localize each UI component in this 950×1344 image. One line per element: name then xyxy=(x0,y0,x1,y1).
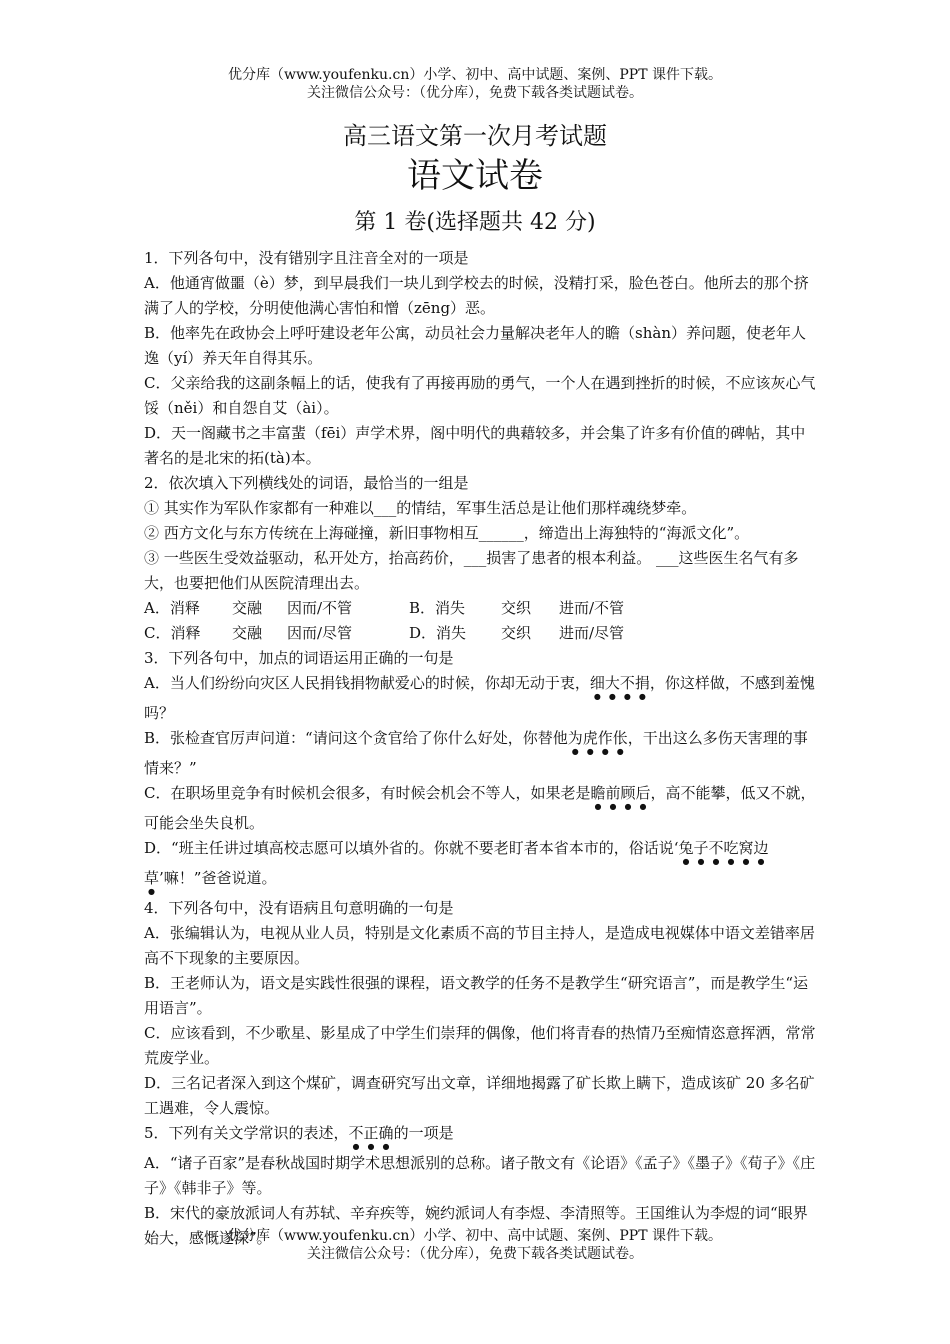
q3-stem: 3．下列各句中，加点的词语运用正确的一句是 xyxy=(144,649,454,667)
q3-a-dotted: 细大不捐 xyxy=(589,674,650,692)
q2-sentence-2: ② 西方文化与东方传统在上海碰撞，新旧事物相互______，缔造出上海独特的“海派文化”。 xyxy=(144,524,750,542)
paper-title: 语文试卷 xyxy=(407,156,543,196)
q5-option-b: B．宋代的豪放派词人有苏轼、辛弃疾等，婉约派词人有李煜、李清照等。王国维认为李煜的词“眼界始大，感慨遂深”。 xyxy=(144,1204,808,1247)
q3-option-d xyxy=(144,836,816,896)
q1-option-b: B．他率先在政协会上呼吁建设老年公寓，动员社会力量解决老年人的瞻（shàn）养问题，使老年人逸（yí）养天年自得其乐。 xyxy=(144,324,806,367)
q4-option-b: B．王老师认为，语文是实践性很强的课程，语文教学的任务不是教学生“研究语言”，而是教学生“运用语言”。 xyxy=(144,974,809,1017)
q3-a-pre: A．当人们纷纷向灾区人民捐钱捐物献爱心的时候，你却无动于衷， xyxy=(144,674,590,692)
section-title: 第 1 卷(选择题共 42 分) xyxy=(354,210,596,235)
q3-d-post: ’嘛！”爸爸说道。 xyxy=(159,869,277,887)
q5-stem-pre: 5．下列有关文学常识的表述， xyxy=(144,1124,349,1142)
q2-option-b-1: B．消失 xyxy=(409,599,466,617)
q3-option-c xyxy=(144,781,816,836)
q2-option-a-3: 因而/不管 xyxy=(287,599,353,617)
q2-option-d-1: D．消失 xyxy=(409,624,467,642)
q3-option-a xyxy=(144,671,816,726)
q3-b-pre: B．张检查官厉声问道：“请问这个贪官给了你什么好处，你替他 xyxy=(144,729,568,747)
q2-option-b-3: 进而/不管 xyxy=(559,599,625,617)
footer-line-2: 关注微信公众号：（优分库），免费下载各类试题试卷。 xyxy=(307,1246,643,1262)
q2-option-c-1: C．消释 xyxy=(144,624,201,642)
q2-sentence-3: ③ 一些医生受效益驱动，私开处方，抬高药价，___损害了患者的根本利益。 ___这些医生名气有多大，也要把他们从医院清理出去。 xyxy=(144,549,799,592)
q4-option-a: A．张编辑认为，电视从业人员，特别是文化素质不高的节目主持人，是造成电视媒体中语文差错率居高不下现象的主要原因。 xyxy=(144,924,815,967)
q3-c-pre: C．在职场里竞争有时候机会很多，有时候会机会不等人，如果老是 xyxy=(144,784,591,802)
q1-option-c: C．父亲给我的这副条幅上的话，使我有了再接再励的勇气，一个人在遇到挫折的时候，不应该灰心气馁（něi）和自怨自艾（ài）。 xyxy=(144,374,816,417)
footer-line-1: 优分库（www.youfenku.cn）小学、初中、高中试题、案例、PPT 课件下载。 xyxy=(227,1228,722,1244)
q1-stem: 1．下列各句中，没有错别字且注音全对的一项是 xyxy=(144,249,469,267)
q5-stem-dotted: 不正确 xyxy=(348,1124,394,1142)
q2-option-c-3: 因而/尽管 xyxy=(287,624,353,642)
q2-options-row-1 xyxy=(144,596,816,621)
q2-sentence-1: ① 其实作为军队作家都有一种难以___的情结，军事生活总是让他们那样魂绕梦牵。 xyxy=(144,499,697,517)
header-line-2: 关注微信公众号：（优分库），免费下载各类试题试卷。 xyxy=(307,85,643,101)
q3-c-post: ，高不能攀，低又不就，可能会坐失良机。 xyxy=(144,784,816,832)
q3-b-post: ，干出这么多伤天害理的事情来？” xyxy=(144,729,808,777)
q3-d-pre: D．“班主任讲过填高校志愿可以填外省的。你就不要老盯者本省本市的，俗话说‘ xyxy=(144,839,679,857)
q2-stem: 2．依次填入下列横线处的词语，最恰当的一组是 xyxy=(144,474,469,492)
q2-option-a-2: 交融 xyxy=(232,599,263,617)
q2-options-row-2 xyxy=(144,621,816,646)
page-footer xyxy=(0,1227,950,1263)
q3-c-dotted: 瞻前顾后 xyxy=(590,784,651,802)
exam-title: 高三语文第一次月考试题 xyxy=(343,122,607,150)
header-line-1: 优分库（www.youfenku.cn）小学、初中、高中试题、案例、PPT 课件下载。 xyxy=(227,67,722,83)
q2-option-d-3: 进而/尽管 xyxy=(559,624,625,642)
q3-option-b xyxy=(144,726,816,781)
q3-d-dotted: 兔子不吃窝边草 xyxy=(144,839,769,887)
question-body xyxy=(144,246,816,1251)
q5-option-a: A．“诸子百家”是春秋战国时期学术思想派别的总称。诸子散文有《论语》《孟子》《墨子》《荀子》《庄子》《韩非子》等。 xyxy=(144,1154,816,1197)
q1-option-d: D．天一阁藏书之丰富蜚（fēi）声学术界，阁中明代的典藉较多，并会集了许多有价值的碑帖，其中著名的是北宋的拓(tà)本。 xyxy=(144,424,806,467)
q5-stem-post: 的一项是 xyxy=(393,1124,454,1142)
q2-option-c-2: 交融 xyxy=(232,624,263,642)
q1-option-a: A．他通宵做噩（è）梦，到早晨我们一块儿到学校去的时候，没精打采，脸色苍白。他所去的那个挤满了人的学校，分明使他满心害怕和憎（zēng）恶。 xyxy=(144,274,809,317)
q2-option-b-2: 交织 xyxy=(501,599,532,617)
page-header xyxy=(0,66,950,102)
q3-b-dotted: 为虎作伥 xyxy=(567,729,628,747)
q2-option-a-1: A．消释 xyxy=(144,599,200,617)
q4-option-c: C．应该看到，不少歌星、影星成了中学生们崇拜的偶像，他们将青春的热情乃至痴情恣意挥洒，常常荒废学业。 xyxy=(144,1024,816,1067)
q2-option-d-2: 交织 xyxy=(501,624,532,642)
q5-stem xyxy=(144,1121,816,1151)
q3-a-post: ，你这样做，不感到羞愧吗？ xyxy=(144,674,815,722)
q4-option-d: D．三名记者深入到这个煤矿，调查研究写出文章，详细地揭露了矿长欺上瞒下，造成该矿 20 多名矿工遇难，令人震惊。 xyxy=(144,1074,815,1117)
q4-stem: 4．下列各句中，没有语病且句意明确的一句是 xyxy=(144,899,454,917)
